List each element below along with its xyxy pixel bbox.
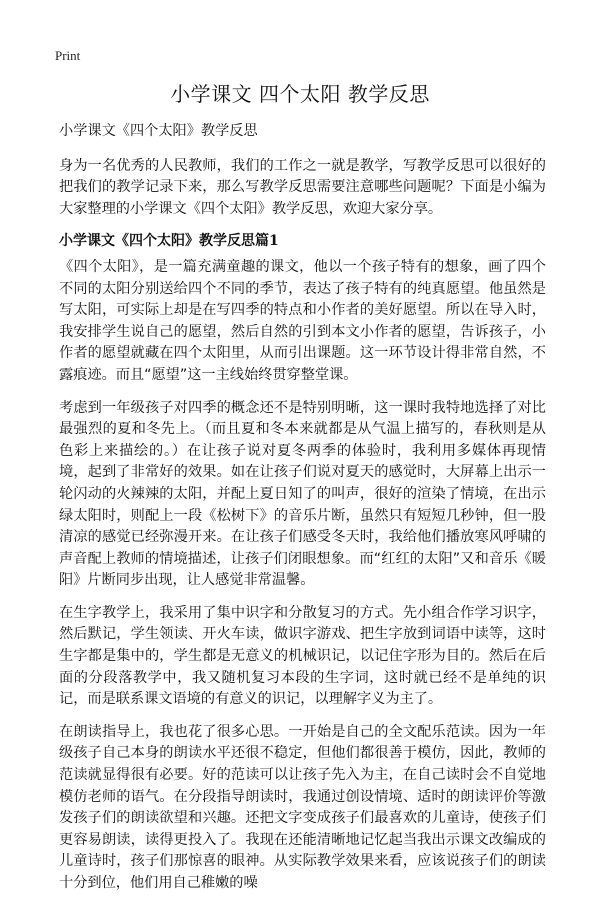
section-heading: 小学课文《四个太阳》教学反思篇1 [59,233,279,250]
body-paragraph-3: 在生字教学上，我采用了集中识字和分散复习的方式。先小组合作学习识字，然后默记，学生领读、开火车读，做识字游戏、把生字放到词语中读等，这时生字都是集中的，学生都是无意义的机械识记，以记住字形为目的。然后在后面的分段落教学中，我又随机复习本段的生字词，这时就已经不是单纯的识记，而是联系课文语境的有意义的识记，以理解字义为主了。 [59,604,546,708]
body-paragraph-2: 考虑到一年级孩子对四季的概念还不是特别明晰，这一课时我特地选择了对比最强烈的夏和冬先上。（而且夏和冬本来就都是从气温上描写的，春秋则是从色彩上来描绘的。）在让孩子说对夏冬两季的体验时，我利用多媒体再现情境，起到了非常好的效果。如在让孩子们说对夏天的感觉时，大屏幕上出示一轮闪动的火辣辣的太阳，并配上夏日知了的叫声，很好的渲染了情境，在出示绿太阳时，则配上一段《松树下》的音乐片断，虽然只有短短几秒钟，但一股清凉的感觉已经弥漫开来。在让孩子们感受冬天时，我给他们播放寒风呼啸的声音配上教师的情境描述，让孩子们闭眼想象。而“红红的太阳”又和音乐《暖阳》片断同步出现，让人感觉非常温馨。 [59,399,546,589]
page-title: 小学课文 四个太阳 教学反思 [170,82,430,106]
body-paragraph-4: 在朗读指导上，我也花了很多心思。一开始是自己的全文配乐范读。因为一年级孩子自己本身的朗读水平还很不稳定，但他们都很善于模仿，因此，教师的范读就显得很有必要。好的范读可以让孩子先入为主，在自己读时会不自觉地模仿老师的语气。在分段指导朗读时，我通过创设情境、适时的朗读评价等激发孩子们的朗读欲望和兴趣。还把文字变成孩子们最喜欢的儿童诗，使孩子们更容易朗读，读得更投入了。我现在还能清晰地记忆起当我出示课文改编成的儿童诗时，孩子们那惊喜的眼神。从实际教学效果来看，应该说孩子们的朗读十分到位，他们用自己稚嫩的噪 [59,723,546,891]
intro-paragraph: 身为一名优秀的人民教师，我们的工作之一就是教学，写教学反思可以很好的把我们的教学记录下来，那么写教学反思需要注意哪些问题呢？下面是小编为大家整理的小学课文《四个太阳》教学反思，欢迎大家分享。 [59,157,546,217]
body-paragraph-1: 《四个太阳》，是一篇充满童趣的课文，他以一个孩子特有的想象，画了四个不同的太阳分别送给四个不同的季节，表达了孩子特有的纯真愿望。他虽然是写太阳，可实际上却是在写四季的特点和小作者的美好愿望。所以在导入时，我安排学生说自己的愿望，然后自然的引到本文小作者的愿望，告诉孩子，小作者的愿望就藏在四个太阳里，从而引出课题。这一环节设计得非常自然，不露痕迹。而且“愿望”这一主线始终贯穿整堂课。 [59,258,546,383]
article-subtitle: 小学课文《四个太阳》教学反思 [59,123,258,139]
article-body [59,121,546,906]
print-link[interactable]: Print [55,48,81,63]
